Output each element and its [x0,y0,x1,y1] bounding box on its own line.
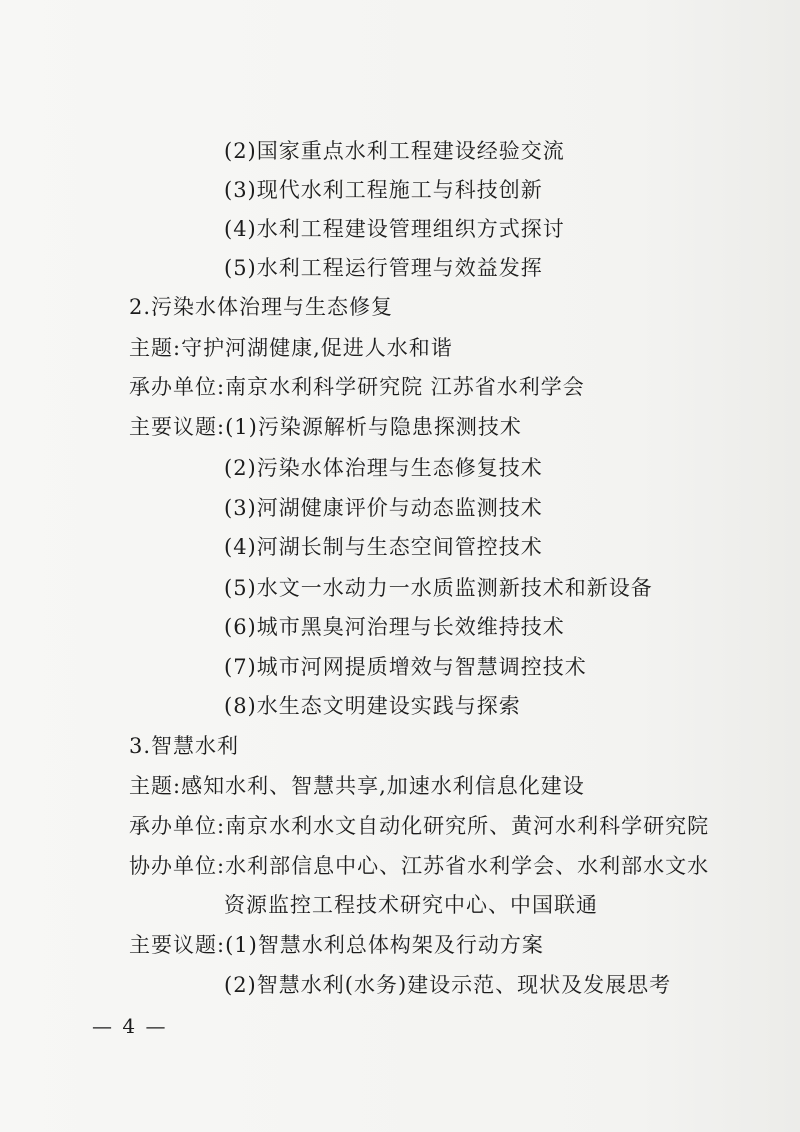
text-line: 协办单位:水利部信息中心、江苏省水利学会、水利部水文水 [129,854,710,878]
text-line: 主要议题:(1)污染源解析与隐患探测技术 [129,415,522,439]
section-heading: 2.污染水体治理与生态修复 [129,295,394,319]
text-line: (2)污染水体治理与生态修复技术 [224,456,543,480]
text-line: (6)城市黑臭河治理与长效维持技术 [224,615,565,639]
text-line: (7)城市河网提质增效与智慧调控技术 [224,655,587,679]
section-heading: 3.智慧水利 [129,734,240,758]
text-line: (2)智慧水利(水务)建设示范、现状及发展思考 [224,973,672,997]
text-line: 主要议题:(1)智慧水利总体构架及行动方案 [129,933,544,957]
text-line: (5)水利工程运行管理与效益发挥 [224,256,543,280]
text-line: (4)水利工程建设管理组织方式探讨 [224,217,565,241]
page-number: — 4 — [92,1014,168,1038]
text-line: 主题:感知水利、智慧共享,加速水利信息化建设 [129,774,585,798]
text-line: (3)河湖健康评价与动态监测技术 [224,496,543,520]
text-line: (4)河湖长制与生态空间管控技术 [224,535,543,559]
text-line: (3)现代水利工程施工与科技创新 [224,178,543,202]
text-line: (5)水文一水动力一水质监测新技术和新设备 [224,576,653,600]
text-line: 资源监控工程技术研究中心、中国联通 [224,893,598,917]
text-line: (8)水生态文明建设实践与探索 [224,694,521,718]
text-line: 主题:守护河湖健康,促进人水和谐 [129,336,453,360]
text-line: (2)国家重点水利工程建设经验交流 [224,139,565,163]
text-line: 承办单位:南京水利科学研究院 江苏省水利学会 [129,375,585,399]
text-line: 承办单位:南京水利水文自动化研究所、黄河水利科学研究院 [129,814,710,838]
